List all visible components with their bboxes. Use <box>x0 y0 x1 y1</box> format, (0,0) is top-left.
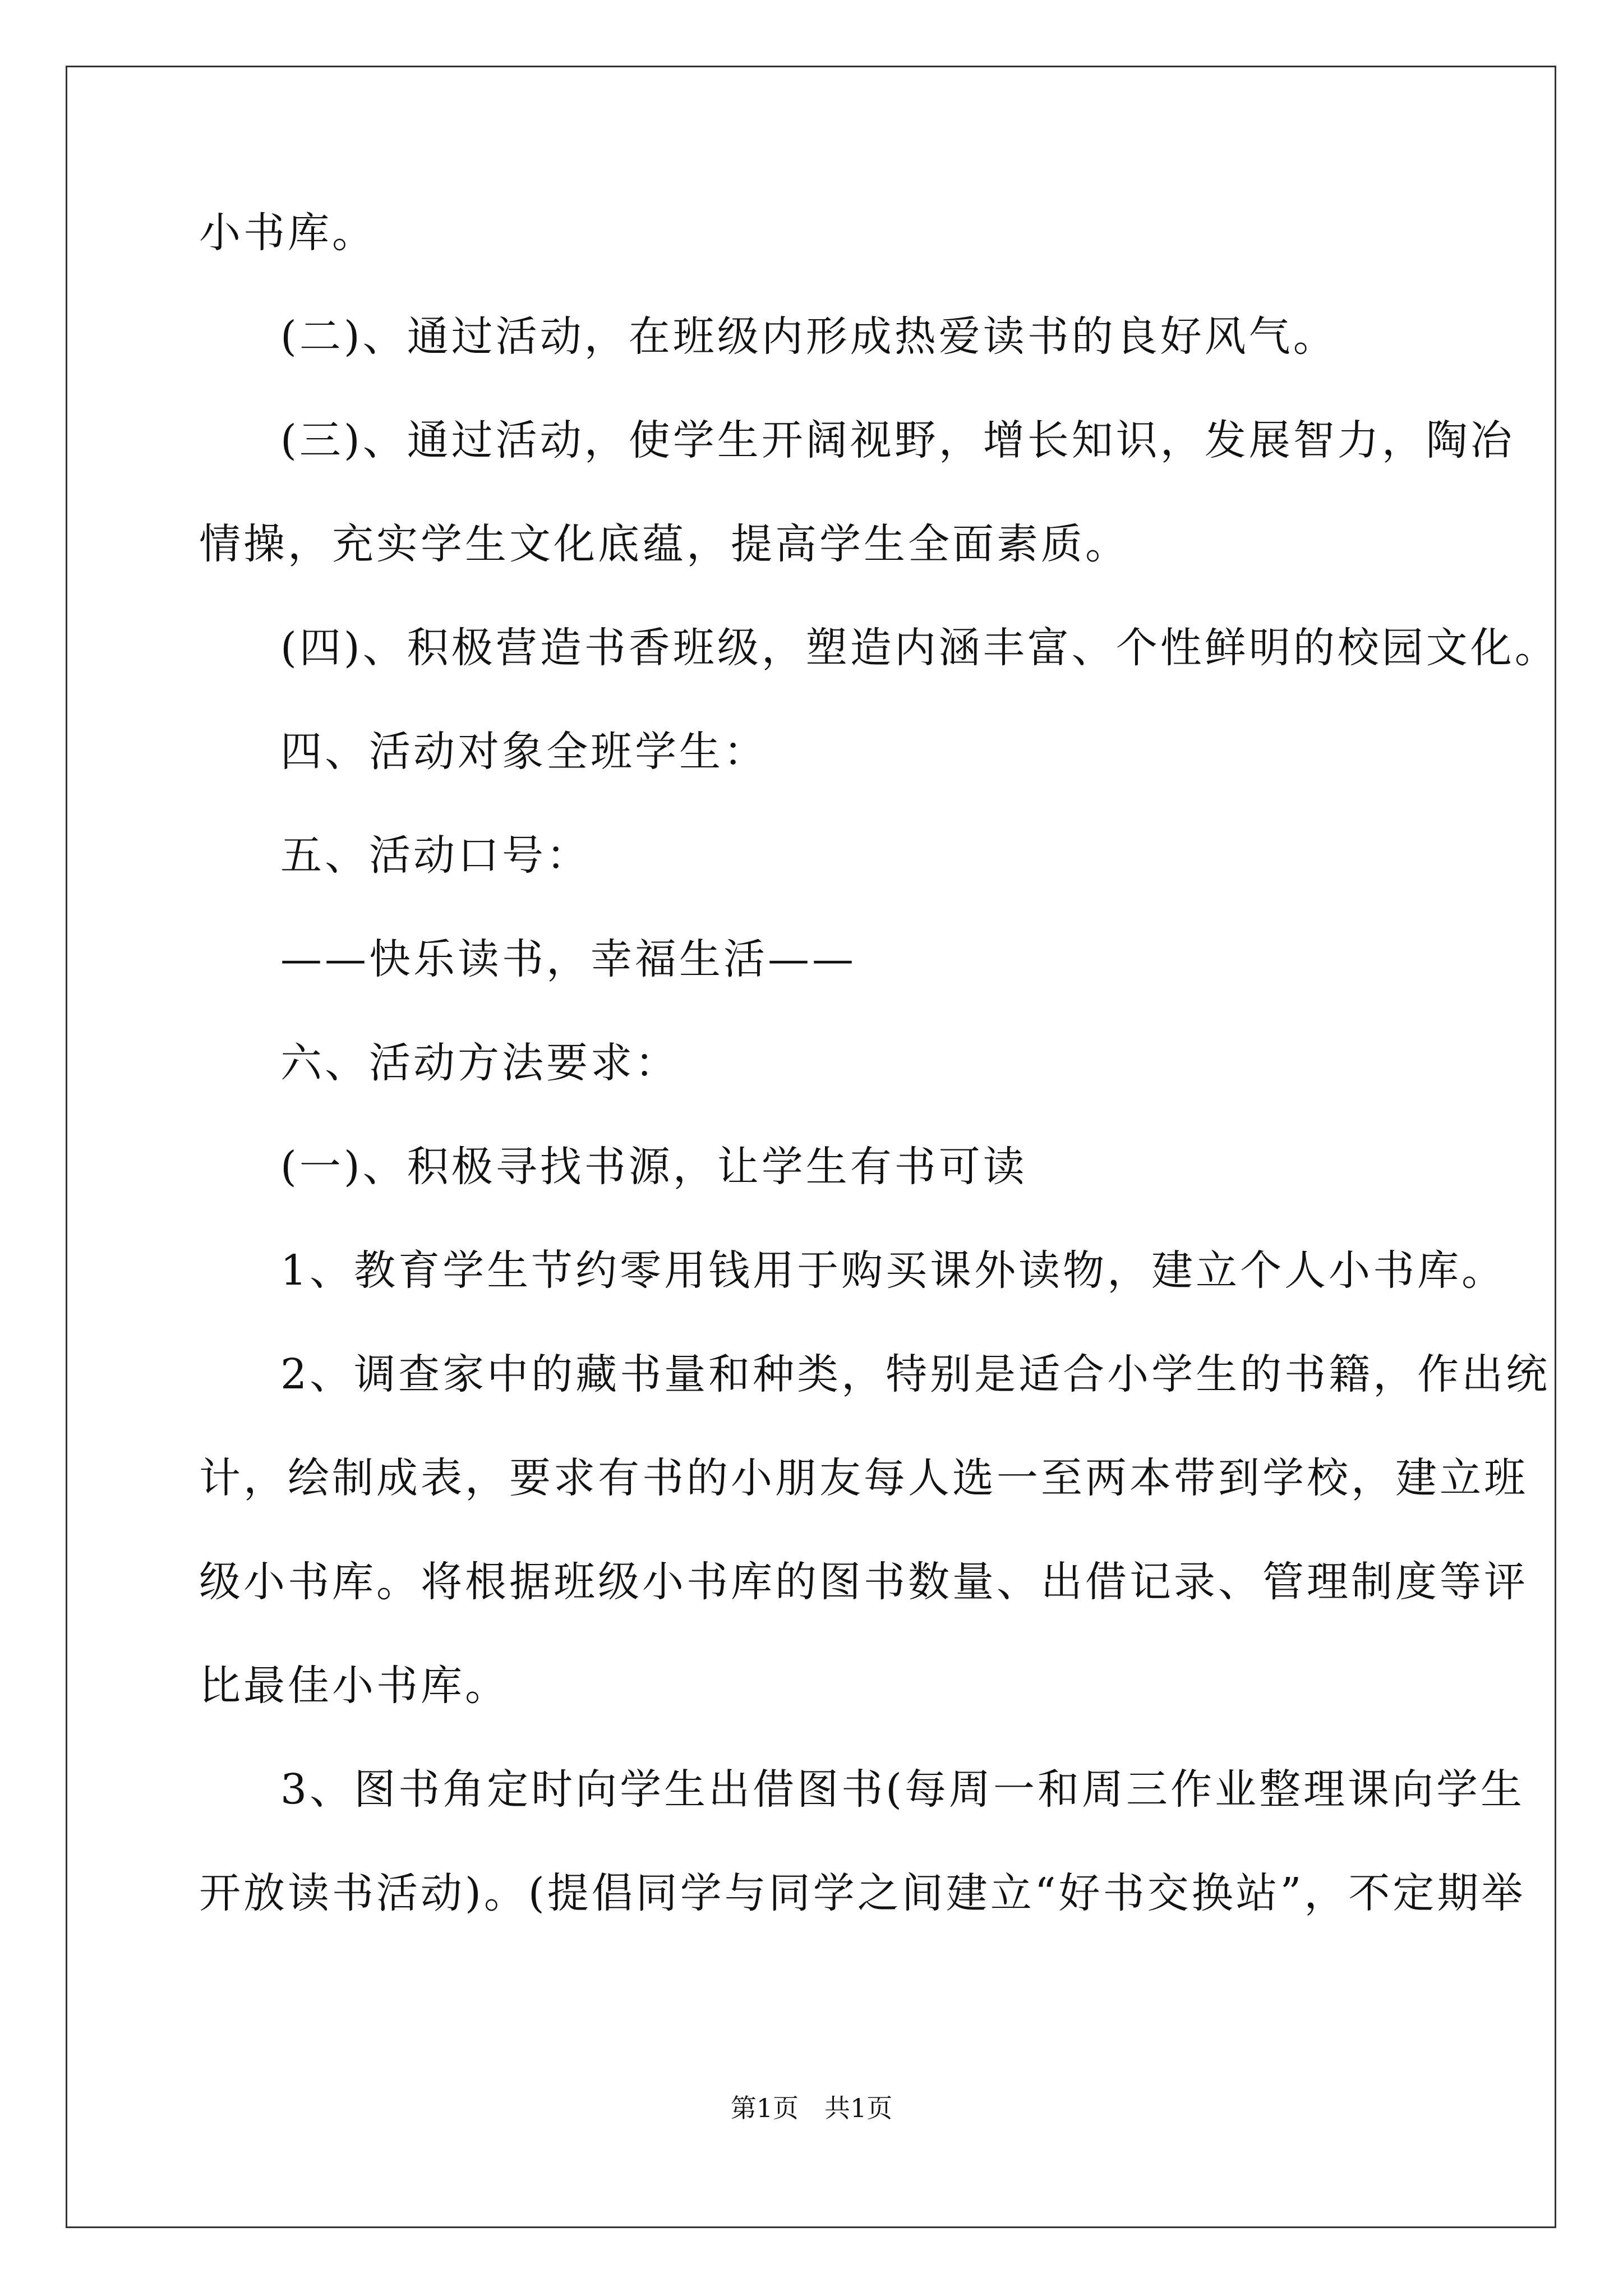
page-number: 第1页 <box>730 2093 799 2123</box>
text-line-11: 1、教育学生节约零用钱用于购买课外读物，建立个人小书库。 <box>280 1246 1506 1295</box>
text-line-7: 五、活动口号： <box>280 831 591 880</box>
text-line-5: (四)、积极营造书香班级，塑造内涵丰富、个性鲜明的校园文化。 <box>280 624 1559 672</box>
text-line-2: (二)、通过活动，在班级内形成热爱读书的良好风气。 <box>280 312 1338 361</box>
text-line-17: 开放读书活动)。(提倡同学与同学之间建立“好书交换站”，不定期举 <box>199 1869 1526 1917</box>
text-line-13: 计，绘制成表，要求有书的小朋友每人选一至两本带到学校，建立班 <box>199 1454 1528 1502</box>
text-line-10: (一)、积极寻找书源，让学生有书可读 <box>280 1143 1027 1191</box>
text-line-9: 六、活动方法要求： <box>280 1039 679 1087</box>
text-line-3: (三)、通过活动，使学生开阔视野，增长知识，发展智力，陶冶 <box>280 416 1515 464</box>
text-line-6: 四、活动对象全班学生： <box>280 728 768 776</box>
page-total: 共1页 <box>824 2093 893 2123</box>
text-line-12: 2、调查家中的藏书量和种类，特别是适合小学生的书籍，作出统 <box>280 1350 1551 1398</box>
text-line-16: 3、图书角定时向学生出借图书(每周一和周三作业整理课向学生 <box>280 1765 1525 1814</box>
text-line-1: 小书库。 <box>199 209 376 257</box>
text-line-15: 比最佳小书库。 <box>199 1662 509 1710</box>
text-line-4: 情操，充实学生文化底蕴，提高学生全面素质。 <box>199 520 1129 568</box>
text-line-14: 级小书库。将根据班级小书库的图书数量、出借记录、管理制度等评 <box>199 1558 1528 1606</box>
page-footer <box>0 2091 1623 2125</box>
text-line-8: ——快乐读书，幸福生活—— <box>280 935 856 983</box>
